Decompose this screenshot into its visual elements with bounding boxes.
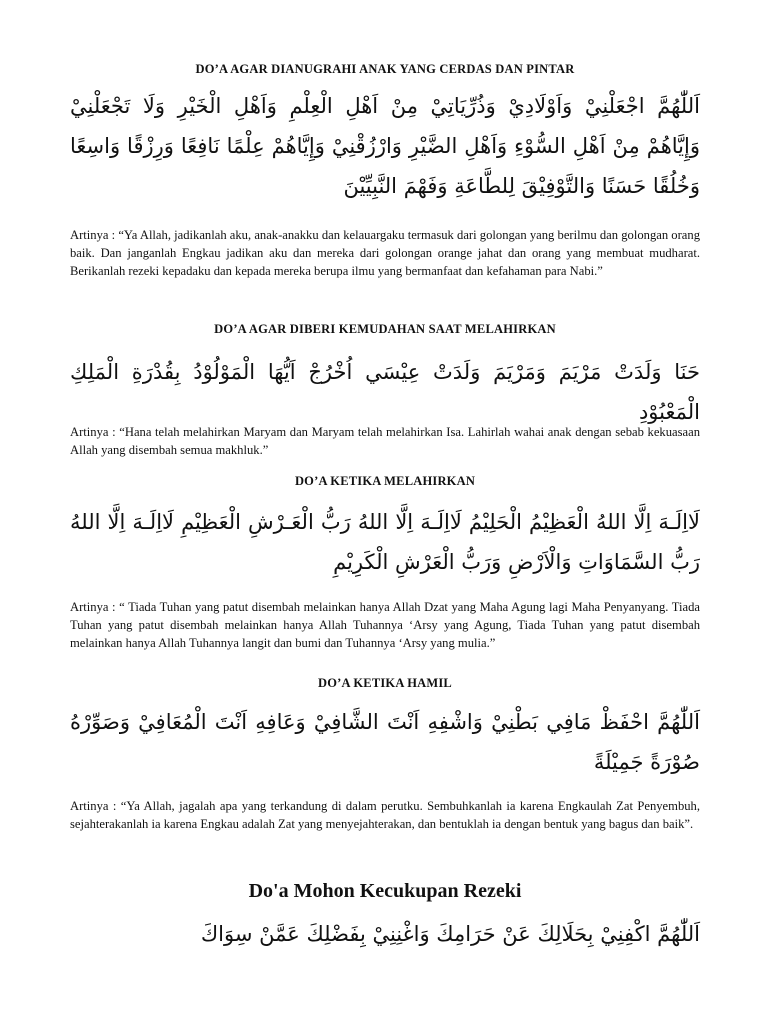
translation-text: Artinya : “Hana telah melahirkan Maryam dan Maryam telah melahirkan Isa. Lahirlah wahai anak dengan sebab kekuasaan Allah yang disembah semua makhluk.”	[70, 425, 700, 457]
arabic-prayer: لَااِلَـهَ اِلَّا اللهُ الْعَظِيْمُ الْحَلِيْمُ لَااِلَـهَ اِلَّا اللهُ رَبُّ الْعَـرْشِ الْعَظِيْمِ لَااِلَـهَ اِلَّا اللهُ رَبُّ السَّمَاوَاتِ وَالْاَرْضِ وَرَبُّ الْعَرْشِ الْكَرِيْمِ	[70, 510, 700, 574]
section-heading: DO’A AGAR DIANUGRAHI ANAK YANG CERDAS DAN PINTAR	[195, 62, 575, 76]
arabic-prayer-final: اَللّٰهُمَّ اكْفِنِيْ بِحَلَالِكَ عَنْ حَرَامِكَ وَاغْنِنِيْ بِفَضْلِكَ عَمَّنْ سِوَاكَ	[200, 922, 700, 946]
arabic-prayer: اَللّٰهُمَّ احْفَظْ مَافِي بَطْنِيْ وَاشْفِهِ اَنْتَ الشَّافِيْ وَعَافِهِ اَنْتَ الْمُعَافِيْ وَصَوِّرْهُ صُوْرَةً جَمِيْلَةً	[70, 710, 700, 774]
arabic-prayer: حَنَا وَلَدَتْ مَرْيَمَ وَمَرْيَمَ وَلَدَتْ عِيْسَي اُخْرُجْ اَيُّهَا الْمَوْلُوْدُ بِقُدْرَةِ الْمَلِكِ الْمَعْبُوْدِ	[70, 360, 700, 424]
translation-text: Artinya : “Ya Allah, jagalah apa yang terkandung di dalam perutku. Sembuhkanlah ia karena Engkaulah Zat Penyembuh, sejahterakanlah ia karena Engkau adalah Zat yang menyejahterakan, dan bentuklah ia dengan bentuk yang bagus dan baik”.	[70, 799, 700, 831]
final-heading: Do'a Mohon Kecukupan Rezeki	[248, 880, 522, 902]
section-heading: DO’A KETIKA HAMIL	[318, 676, 452, 690]
section-heading: DO’A KETIKA MELAHIRKAN	[294, 474, 476, 488]
arabic-prayer: اَللّٰهُمَّ اجْعَلْنِيْ وَاَوْلَادِيْ وَذُرِّيَاتِيْ مِنْ اَهْلِ الْعِلْمِ وَاَهْلِ الْخَيْرِ وَلَا تَجْعَلْنِيْ وَإِيَّاهُمْ مِنْ اَهْلِ السُّوْءِ وَاَهْلِ الضَّيْرِ وَارْزُقْنِيْ وَإِيَّاهُمْ عِلْمًا نَافِعًا وَرِزْقًا وَاسِعًا وَخُلُقًا حَسَنًا وَالتَّوْفِيْقَ لِلطَّاعَةِ وَفَهْمَ النَّبِيِّيْنَ	[70, 94, 700, 198]
section-heading: DO’A AGAR DIBERI KEMUDAHAN SAAT MELAHIRKAN	[214, 322, 556, 336]
translation-text: Artinya : “ Tiada Tuhan yang patut disembah melainkan hanya Allah Dzat yang Maha Agung lagi Maha Penyanyang. Tiada Tuhan yang patut disembah melainkan hanya Allah Tuhannya ‘Arsy yang Agung, Tiada Tuhan yang patut disembah melainkan hanya Allah Tuhannya langit dan bumi dan Tuhannya ‘Arsy yang mulia.”	[70, 600, 700, 650]
translation-text: Artinya : “Ya Allah, jadikanlah aku, anak-anakku dan kelauargaku termasuk dari golongan yang berilmu dan golongan orang baik. Dan janganlah Engkau jadikan aku dan mereka dari golongan orange jahat dan orang yang membuat mudharat. Berikanlah rezeki kepadaku dan kepada mereka berupa ilmu yang bermanfaat dan kefahaman para Nabi.”	[70, 228, 700, 278]
